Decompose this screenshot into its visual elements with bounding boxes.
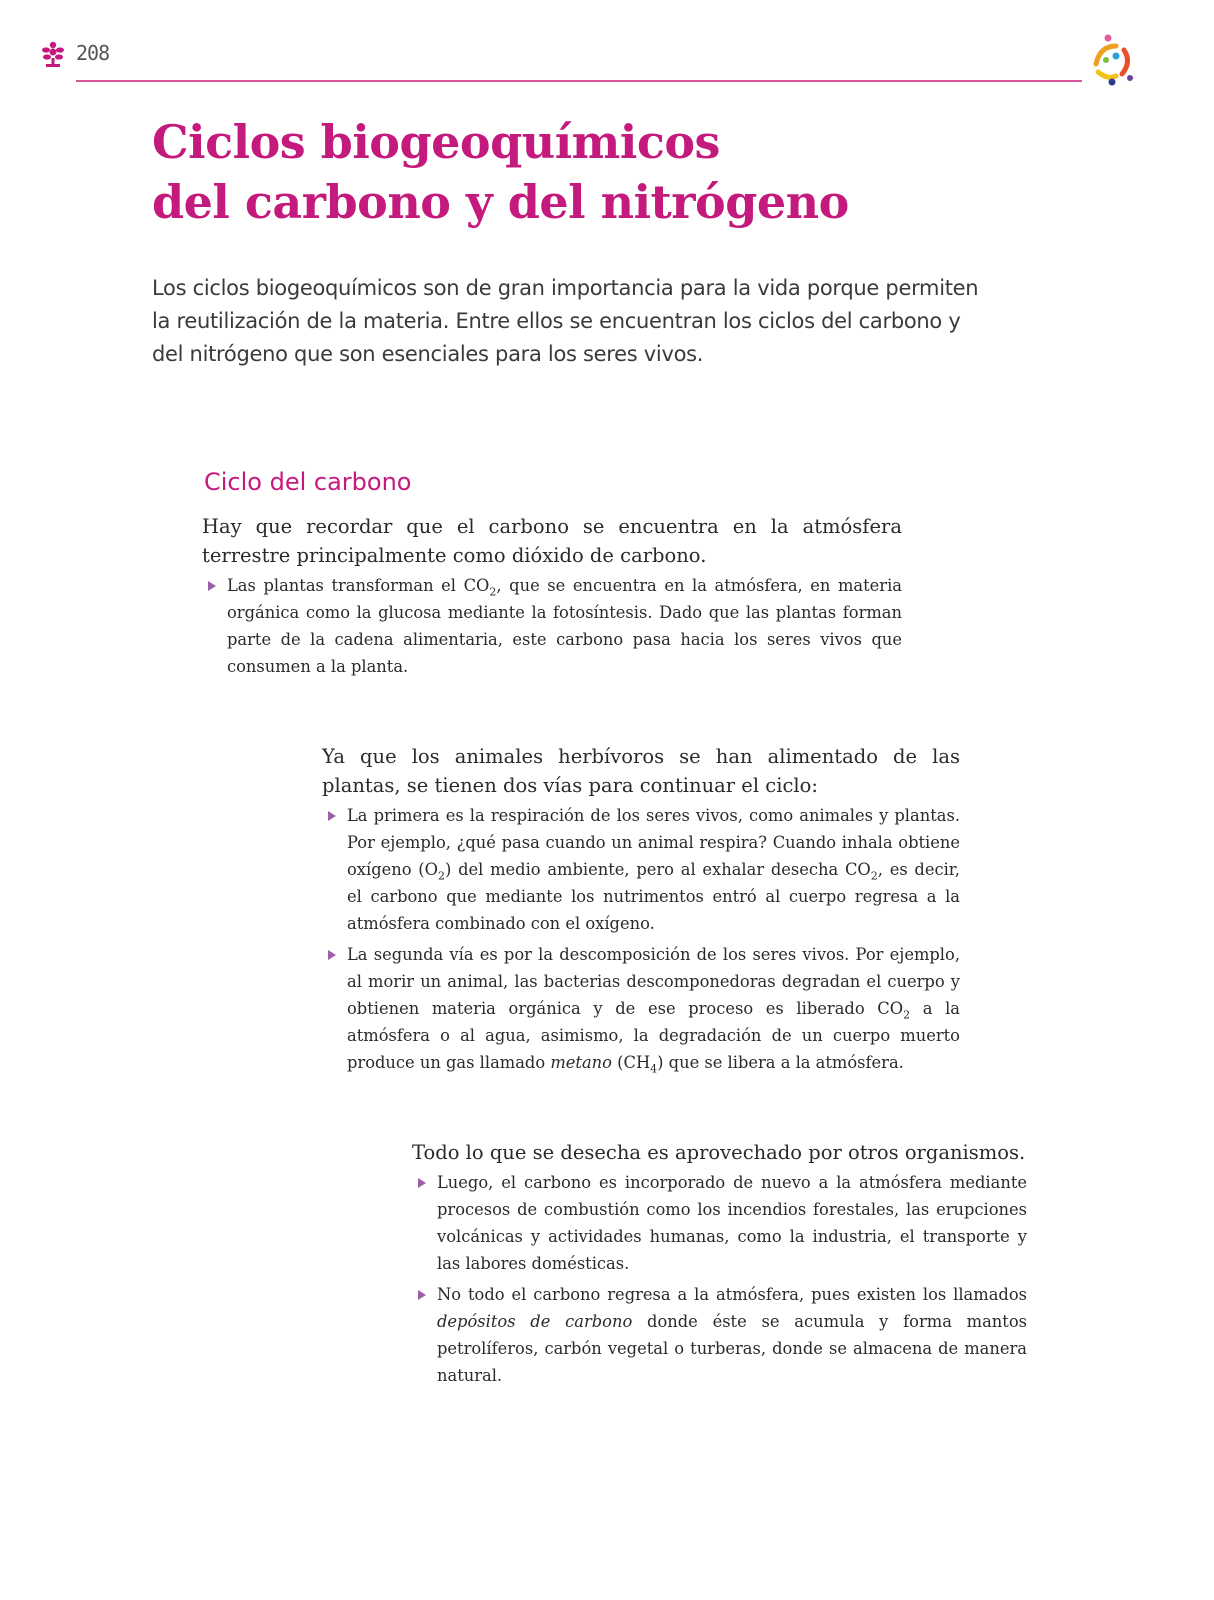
lead-paragraph: Todo lo que se desecha es aprovechado por otros organismos.	[412, 1141, 1026, 1164]
bullet-list	[412, 1169, 1027, 1389]
section-title: Ciclo del carbono	[204, 468, 412, 496]
bullet-arrow-icon	[208, 581, 216, 591]
page-number: 208	[76, 41, 110, 65]
list-item: Luego, el carbono es incorporado de nuevo a la atmósfera mediante procesos de combustión como los incendios forestales, las erupciones volcánicas y actividades humanas, como la industria, el transporte y las labores domésticas.	[412, 1169, 1027, 1277]
list-item: La segunda vía es por la descomposición de los seres vivos. Por ejemplo, al morir un animal, las bacterias descomponedoras degradan el cuerpo y obtienen materia orgánica y de ese proceso es liberado $CO_2$ a la atmósfera o al agua, asimismo, la degradación de un cuerpo muerto produce un gas llamado metano $(CH_4)$ que se libera a la atmósfera.	[322, 941, 960, 1076]
bullet-arrow-icon	[418, 1290, 426, 1300]
list-item: Las plantas transforman el $CO_2$, que se encuentra en la atmósfera, en materia orgánica como la glucosa mediante la fotosíntesis. Dado que las plantas forman parte de la cadena alimentaria, este carbono pasa hacia los seres vivos que consumen a la planta.	[202, 572, 902, 680]
title-line-1: Ciclos biogeoquímicos	[152, 115, 720, 169]
bullet-list	[322, 802, 960, 1076]
page-title	[152, 112, 849, 232]
content-block-1	[202, 512, 902, 684]
colorful-logo-icon	[1086, 34, 1138, 86]
lead-paragraph: Ya que los animales herbívoros se han alimentado de las plantas, se tienen dos vías para continuar el ciclo:	[322, 745, 960, 797]
content-block-3	[412, 1138, 1027, 1393]
lead-paragraph: Hay que recordar que el carbono se encuentra en la atmósfera terrestre principalmente como dióxido de carbono.	[202, 515, 902, 567]
content-block-2	[322, 742, 960, 1080]
flower-icon	[41, 40, 65, 68]
intro-paragraph: Los ciclos biogeoquímicos son de gran importancia para la vida porque permiten la reutilización de la materia. Entre ellos se encuentran los ciclos del carbono y del nitrógeno que son esenciales para los seres vivos.	[152, 276, 979, 366]
bullet-arrow-icon	[328, 950, 336, 960]
header-divider	[76, 80, 1082, 82]
page-header	[0, 0, 1214, 90]
bullet-list	[202, 572, 902, 680]
bullet-arrow-icon	[328, 811, 336, 821]
list-item: No todo el carbono regresa a la atmósfera, pues existen los llamados depósitos de carbono donde éste se acumula y forma mantos petrolíferos, carbón vegetal o turberas, donde se almacena de manera natural.	[412, 1281, 1027, 1389]
bullet-arrow-icon	[418, 1178, 426, 1188]
title-line-2: del carbono y del nitrógeno	[152, 175, 849, 229]
list-item: La primera es la respiración de los seres vivos, como animales y plantas. Por ejemplo, ¿qué pasa cuando un animal respira? Cuando inhala obtiene oxígeno $(O_2)$ del medio ambiente, pero al exhalar desecha $CO_2$, es decir, el carbono que mediante los nutrimentos entró al cuerpo regresa a la atmósfera combinado con el oxígeno.	[322, 802, 960, 937]
